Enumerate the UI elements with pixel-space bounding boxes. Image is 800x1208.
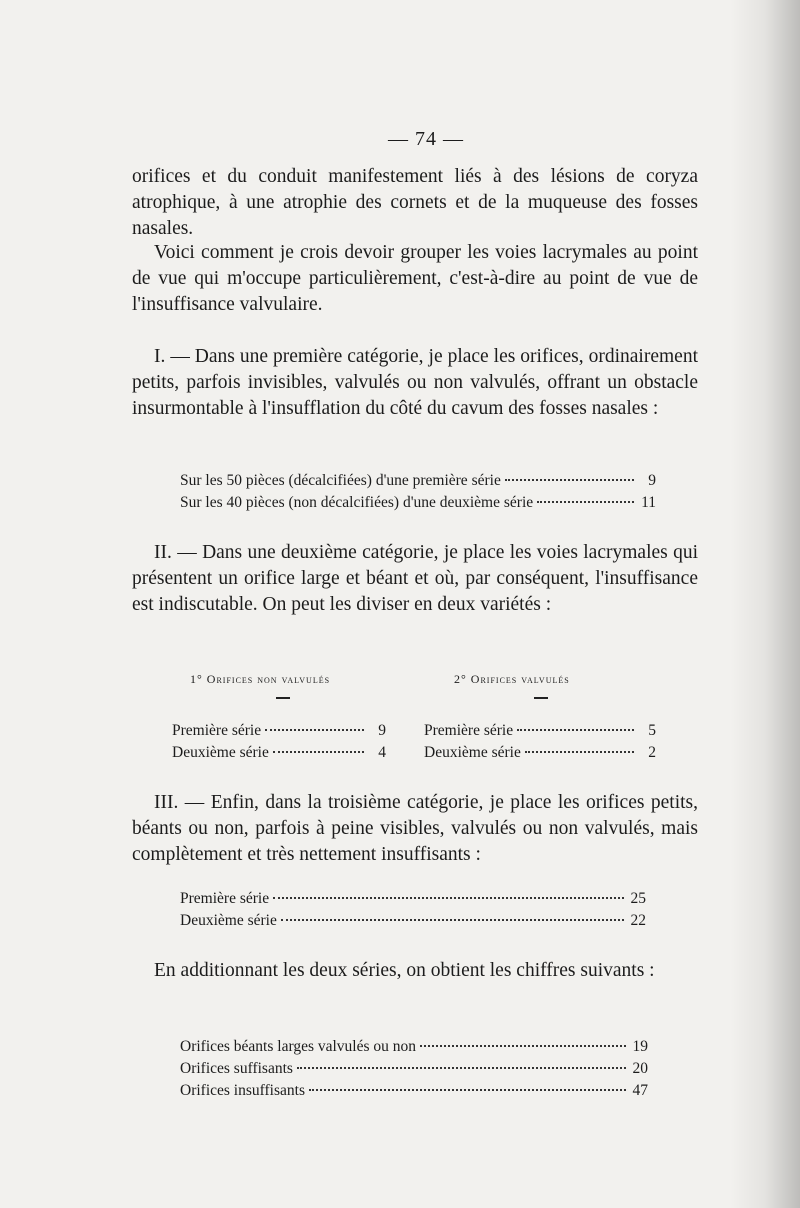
- list-item-value: 20: [632, 1060, 648, 1077]
- paragraph-category-1: I. — Dans une première catégorie, je place les orifices, ordinairement petits, parfois invisibles, valvulés ou non valvulés, offrant un obstacle insurmontable à l'insufflation du côté du cavum des fosses nasales :: [132, 346, 698, 419]
- paragraph-continuation: orifices et du conduit manifestement liés à des lésions de coryza atrophique, à une atrophie des cornets et de la muqueuse des fosses nasales.: [132, 166, 698, 239]
- list-item: [172, 742, 386, 764]
- category-2-col2-counts: [424, 720, 656, 764]
- paragraph-totals-intro: En additionnant les deux séries, on obtient les chiffres suivants :: [154, 960, 655, 981]
- page-edge-shadow: [730, 0, 800, 1208]
- list-item: [180, 1036, 648, 1058]
- dot-leader: [273, 897, 624, 899]
- list-item-value: 9: [378, 722, 386, 739]
- list-item-label: Deuxième série: [424, 744, 521, 761]
- list-item-value: 19: [632, 1038, 648, 1055]
- list-item-value: 25: [630, 890, 646, 907]
- list-item: [424, 742, 656, 764]
- column-heading-valvules: 2° Orifices valvulés: [454, 672, 570, 686]
- list-item-value: 22: [630, 912, 646, 929]
- list-item-value: 11: [641, 494, 656, 511]
- category-1-counts: [180, 470, 656, 514]
- paragraph-category-3: III. — Enfin, dans la troisième catégorie, je place les orifices petits, béants ou non, parfois à peine visibles, valvulés ou non valvulés, mais complètement et très nettement insuffisants :: [132, 792, 698, 865]
- column-heading-non-valvules: 1° Orifices non valvulés: [190, 672, 331, 686]
- dot-leader: [525, 751, 634, 753]
- list-item-label: Orifices suffisants: [180, 1060, 293, 1077]
- dot-leader: [297, 1067, 626, 1069]
- list-item-value: 5: [648, 722, 656, 739]
- list-item-value: 9: [648, 472, 656, 489]
- list-item-label: Première série: [180, 890, 270, 907]
- list-item-label: Deuxième série: [180, 912, 277, 929]
- list-item-value: 47: [632, 1082, 648, 1099]
- list-item: [180, 1080, 648, 1102]
- dot-leader: [273, 751, 364, 753]
- dot-leader: [420, 1045, 626, 1047]
- totals-counts: [180, 1036, 648, 1102]
- dot-leader: [505, 479, 634, 481]
- paragraph-grouping-intro: Voici comment je crois devoir grouper les voies lacrymales au point de vue qui m'occupe particulièrement, c'est-à-dire au point de vue de l'insuffisance valvulaire.: [132, 242, 698, 315]
- list-item: [180, 888, 646, 910]
- list-item-label: Première série: [172, 722, 262, 739]
- dot-leader: [265, 729, 364, 731]
- page-number: — 74 —: [388, 128, 464, 150]
- category-2-col1-counts: [172, 720, 386, 764]
- list-item: [180, 910, 646, 932]
- list-item-label: Première série: [424, 722, 514, 739]
- list-item: [424, 720, 656, 742]
- list-item-label: Orifices insuffisants: [180, 1082, 305, 1099]
- heading-rule-left: [276, 697, 290, 699]
- list-item: [180, 492, 656, 514]
- list-item: [172, 720, 386, 742]
- list-item-label: Sur les 50 pièces (décalcifiées) d'une première série: [180, 472, 501, 489]
- paragraph-category-2: II. — Dans une deuxième catégorie, je place les voies lacrymales qui présentent un orifice large et béant et où, par conséquent, l'insuffisance est indiscutable. On peut les diviser en deux variétés :: [132, 542, 698, 615]
- dot-leader: [517, 729, 634, 731]
- list-item-label: Orifices béants larges valvulés ou non: [180, 1038, 417, 1055]
- dot-leader: [309, 1089, 626, 1091]
- list-item: [180, 1058, 648, 1080]
- list-item-label: Deuxième série: [172, 744, 269, 761]
- heading-rule-right: [534, 697, 548, 699]
- dot-leader: [281, 919, 624, 921]
- list-item-label: Sur les 40 pièces (non décalcifiées) d'une deuxième série: [180, 494, 534, 511]
- list-item-value: 2: [648, 744, 656, 761]
- list-item-value: 4: [378, 744, 386, 761]
- list-item: [180, 470, 656, 492]
- dot-leader: [537, 501, 634, 503]
- category-3-counts: [180, 888, 646, 932]
